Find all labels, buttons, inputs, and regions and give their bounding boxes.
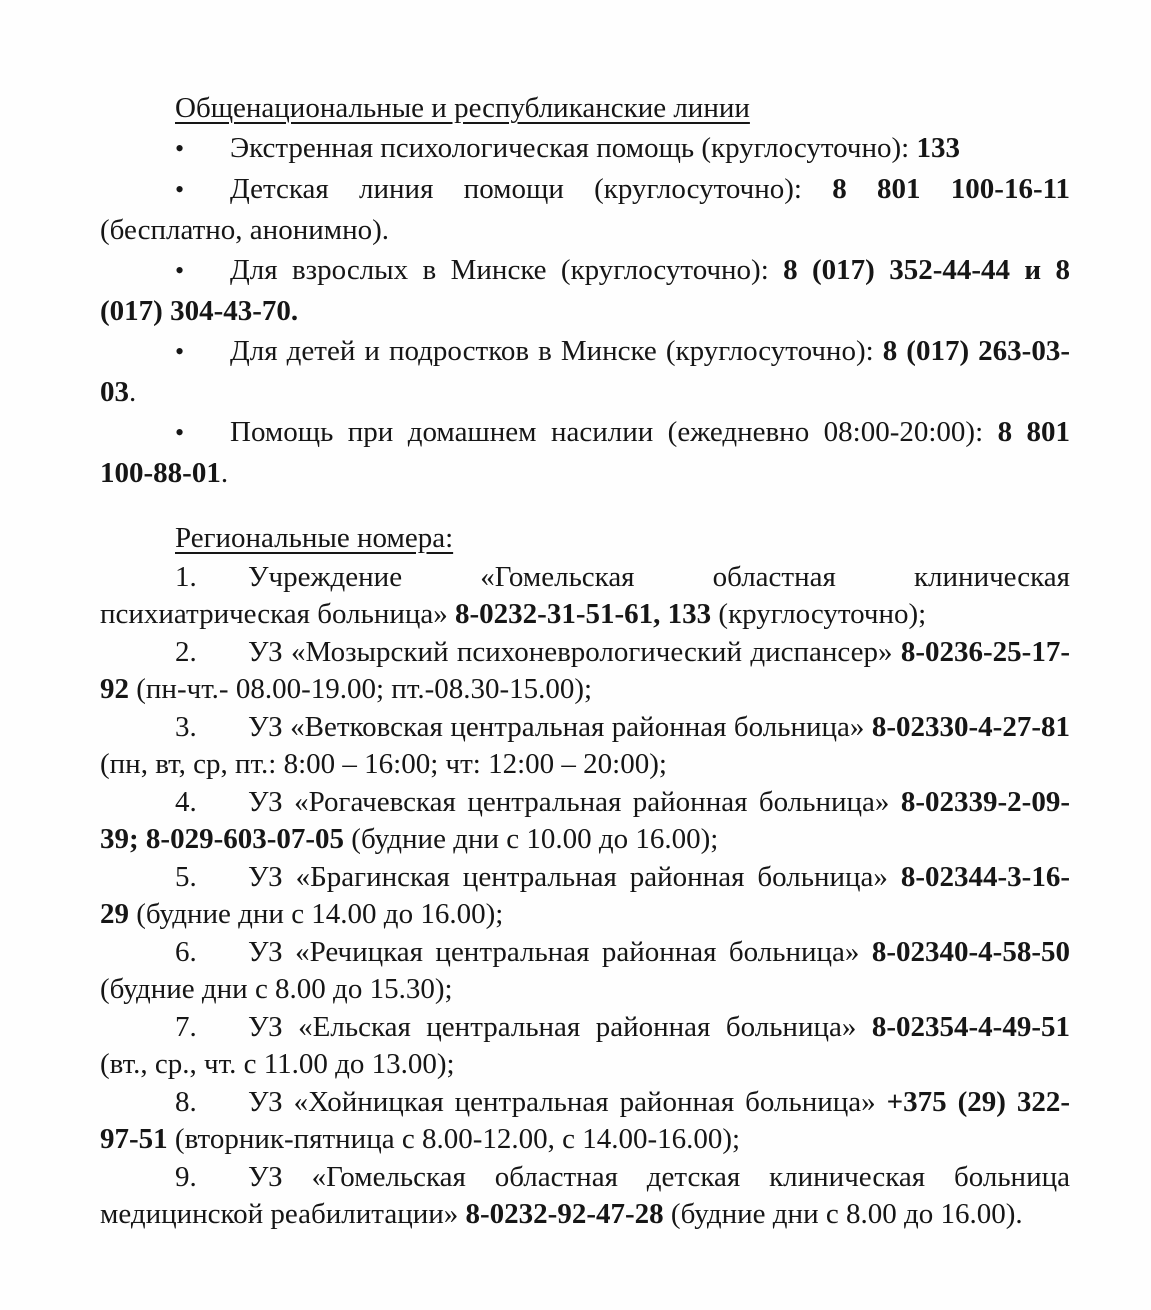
item-number: 8. [175, 1085, 197, 1118]
facility-name: Учреждение «Гомельская областная клиническая психиатрическая больница» [100, 560, 1070, 630]
hotline-item-emergency [100, 128, 1070, 169]
facility-hours: (пн, вт, ср, пт.: 8:00 – 16:00; чт: 12:00 – 20:00); [100, 748, 667, 780]
regional-item-rogachev-hospital [100, 784, 1070, 859]
hotline-phone: 8 (017) 263-03-03 [100, 335, 1070, 408]
regional-item-khoyniki-hospital [100, 1084, 1070, 1159]
hotline-text: Экстренная психологическая помощь (круглосуточно): [230, 132, 917, 164]
item-number: 5. [175, 860, 197, 893]
regional-item-vetka-hospital [100, 709, 1070, 784]
item-number: 4. [175, 785, 197, 818]
hotline-item-domestic-violence [100, 412, 1070, 493]
facility-phone: 8-02354-4-49-51 [871, 1010, 1070, 1043]
section-regional-numbers [100, 520, 1070, 1234]
item-number: 6. [175, 935, 197, 968]
item-number: 7. [175, 1010, 197, 1043]
bullet-icon: • [175, 256, 185, 285]
hotline-text: Для взрослых в Минске (круглосуточно): [230, 254, 784, 286]
facility-name: УЗ «Рогачевская центральная районная больница» [248, 785, 901, 818]
facility-hours: (вторник-пятница с 8.00-12.00, с 14.00-16.00); [167, 1123, 741, 1155]
facility-hours: (круглосуточно); [711, 598, 927, 630]
hotline-phone: 8 (017) 352-44-44 и 8 (017) 304-43-70. [100, 254, 1070, 327]
hotline-text: Детская линия помощи (круглосуточно): [230, 173, 833, 205]
national-heading [100, 88, 1070, 128]
facility-name: УЗ «Брагинская центральная районная больница» [248, 860, 901, 893]
hotline-text: Помощь при домашнем насилии (ежедневно 08:00-20:00): [230, 416, 998, 448]
hotline-text: Для детей и подростков в Минске (круглосуточно): [230, 335, 883, 367]
regional-item-gomel-children-rehab [100, 1159, 1070, 1234]
bullet-icon: • [175, 418, 185, 447]
section-national-lines [100, 88, 1070, 493]
facility-phone: 8-02330-4-27-81 [871, 710, 1070, 743]
facility-phone: 8-02344-3-16-29 [100, 860, 1070, 930]
hotline-item-teens-minsk [100, 331, 1070, 412]
facility-phone: +375 (29) 322-97-51 [100, 1085, 1070, 1155]
regional-heading [100, 520, 1070, 558]
regional-item-yelsk-hospital [100, 1009, 1070, 1084]
hotline-note: (бесплатно, анонимно). [100, 214, 390, 246]
bullet-icon: • [175, 175, 185, 204]
regional-item-bragin-hospital [100, 859, 1070, 934]
facility-phone: 8-0232-92-47-28 [465, 1198, 664, 1230]
bullet-icon: • [175, 337, 185, 366]
regional-heading-text: Региональные номера: [175, 522, 454, 554]
facility-phone: 8-02340-4-58-50 [871, 935, 1070, 968]
facility-phone: 8-0232-31-51-61, 133 [455, 598, 712, 630]
facility-hours: (вт., ср., чт. с 11.00 до 13.00); [100, 1048, 455, 1080]
hotline-note: . [220, 457, 229, 489]
regional-item-gomel-psychiatric [100, 559, 1070, 634]
facility-phone: 8-02339-2-09-39; 8-029-603-07-05 [100, 785, 1070, 855]
regional-item-mozyr-dispensary [100, 634, 1070, 709]
facility-name: УЗ «Ветковская центральная районная больница» [248, 710, 872, 743]
item-number: 2. [175, 635, 197, 668]
hotline-note: . [129, 376, 137, 408]
facility-name: УЗ «Ельская центральная районная больница» [248, 1010, 872, 1043]
hotline-phone: 8 801 100-16-11 [832, 173, 1070, 205]
hotline-phone: 133 [916, 132, 960, 164]
hotline-phone: 8 801 100-88-01 [100, 416, 1070, 489]
national-heading-text: Общенациональные и республиканские линии [175, 92, 750, 124]
facility-phone: 8-0236-25-17-92 [100, 635, 1070, 705]
facility-hours: (пн-чт.- 08.00-19.00; пт.-08.30-15.00); [129, 673, 593, 705]
facility-hours: (будние дни с 14.00 до 16.00); [129, 898, 504, 930]
bullet-icon: • [175, 134, 185, 163]
facility-name: УЗ «Мозырский психоневрологический диспансер» [248, 635, 901, 668]
item-number: 1. [175, 560, 197, 593]
facility-hours: (будние дни с 8.00 до 16.00). [663, 1198, 1023, 1230]
facility-name: УЗ «Гомельская областная детская клиническая больница медицинской реабилитации» [100, 1160, 1070, 1230]
facility-hours: (будние дни с 8.00 до 15.30); [100, 973, 453, 1005]
facility-name: УЗ «Речицкая центральная районная больница» [248, 935, 872, 968]
item-number: 9. [175, 1160, 197, 1193]
hotline-item-adults-minsk [100, 250, 1070, 331]
item-number: 3. [175, 710, 197, 743]
hotline-item-children-line [100, 169, 1070, 250]
facility-name: УЗ «Хойницкая центральная районная больница» [248, 1085, 887, 1118]
regional-item-rechitsa-hospital [100, 934, 1070, 1009]
facility-hours: (будние дни с 10.00 до 16.00); [344, 823, 719, 855]
